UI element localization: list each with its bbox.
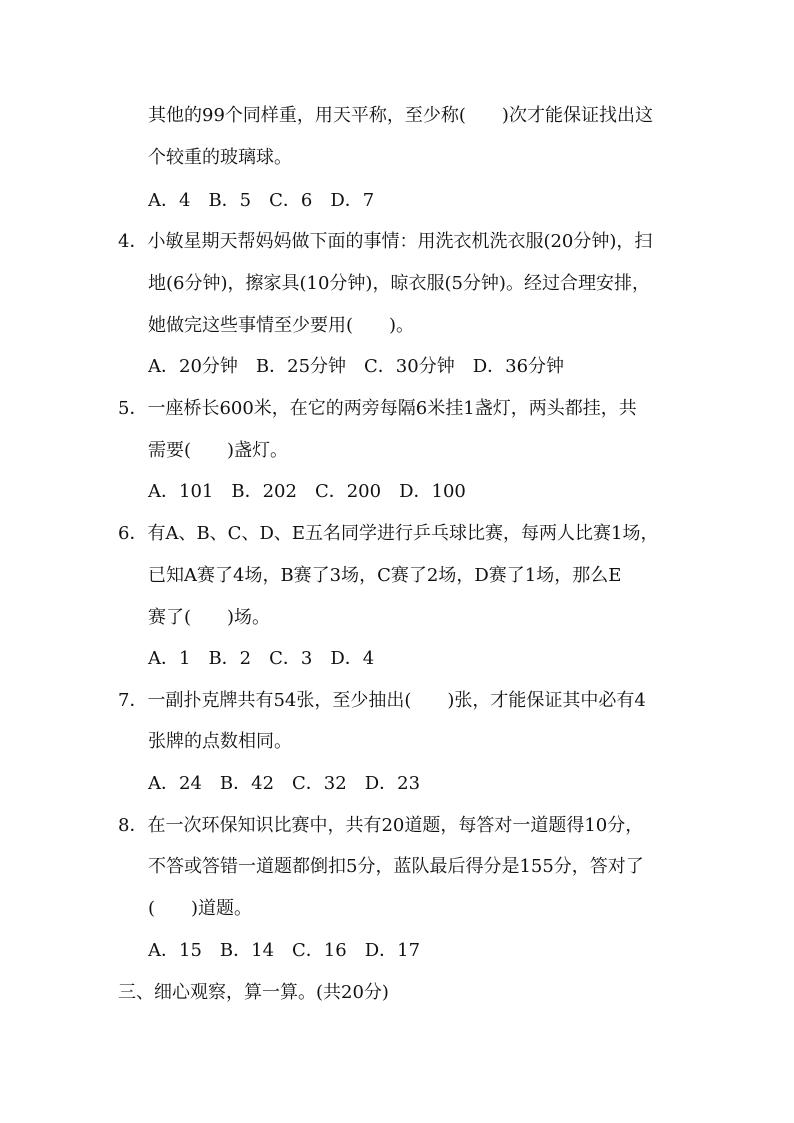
question-3-text-line-1: 其他的99个同样重，用天平称，至少称( )次才能保证找出这 — [148, 105, 653, 126]
question-7-text-line-1: 7．一副扑克牌共有54张，至少抽出( )张，才能保证其中必有4 — [118, 690, 646, 711]
question-3-options: A．4 B．5 C．6 D．7 — [148, 190, 375, 211]
question-5-options: A．101 B．202 C．200 D．100 — [148, 481, 466, 502]
question-6-text-line-3: 赛了( )场。 — [148, 607, 271, 628]
question-4-text-line-2: 地(6分钟)，擦家具(10分钟)，晾衣服(5分钟)。经过合理安排， — [148, 273, 650, 294]
question-7-text-line-2: 张牌的点数相同。 — [148, 731, 292, 752]
question-5-text-line-2: 需要( )盏灯。 — [148, 440, 289, 461]
question-6-text-line-1: 6．有A、B、C、D、E五名同学进行乒乓球比赛，每两人比赛1场， — [118, 523, 659, 544]
question-8-text-line-1: 8．在一次环保知识比赛中，共有20道题，每答对一道题得10分， — [118, 815, 644, 836]
question-4-text-line-1: 4．小敏星期天帮妈妈做下面的事情：用洗衣机洗衣服(20分钟)，扫 — [118, 231, 653, 252]
question-7-options: A．24 B．42 C．32 D．23 — [148, 773, 421, 794]
question-4-text-line-3: 她做完这些事情至少要用( )。 — [148, 315, 415, 336]
section-3-heading: 三、细心观察，算一算。(共20分) — [118, 982, 389, 1003]
question-6-options: A．1 B．2 C．3 D．4 — [148, 648, 375, 669]
question-6-text-line-2: 已知A赛了4场，B赛了3场，C赛了2场，D赛了1场，那么E — [148, 565, 622, 586]
question-4-options: A．20分钟 B．25分钟 C．30分钟 D．36分钟 — [148, 356, 565, 377]
question-8-text-line-3: ( )道题。 — [148, 898, 253, 919]
question-5-text-line-1: 5．一座桥长600米，在它的两旁每隔6米挂1盏灯，两头都挂，共 — [118, 398, 637, 419]
question-8-text-line-2: 不答或答错一道题都倒扣5分，蓝队最后得分是155分，答对了 — [148, 856, 644, 877]
question-8-options: A．15 B．14 C．16 D．17 — [148, 940, 421, 961]
question-3-text-line-2: 个较重的玻璃球。 — [148, 147, 292, 168]
